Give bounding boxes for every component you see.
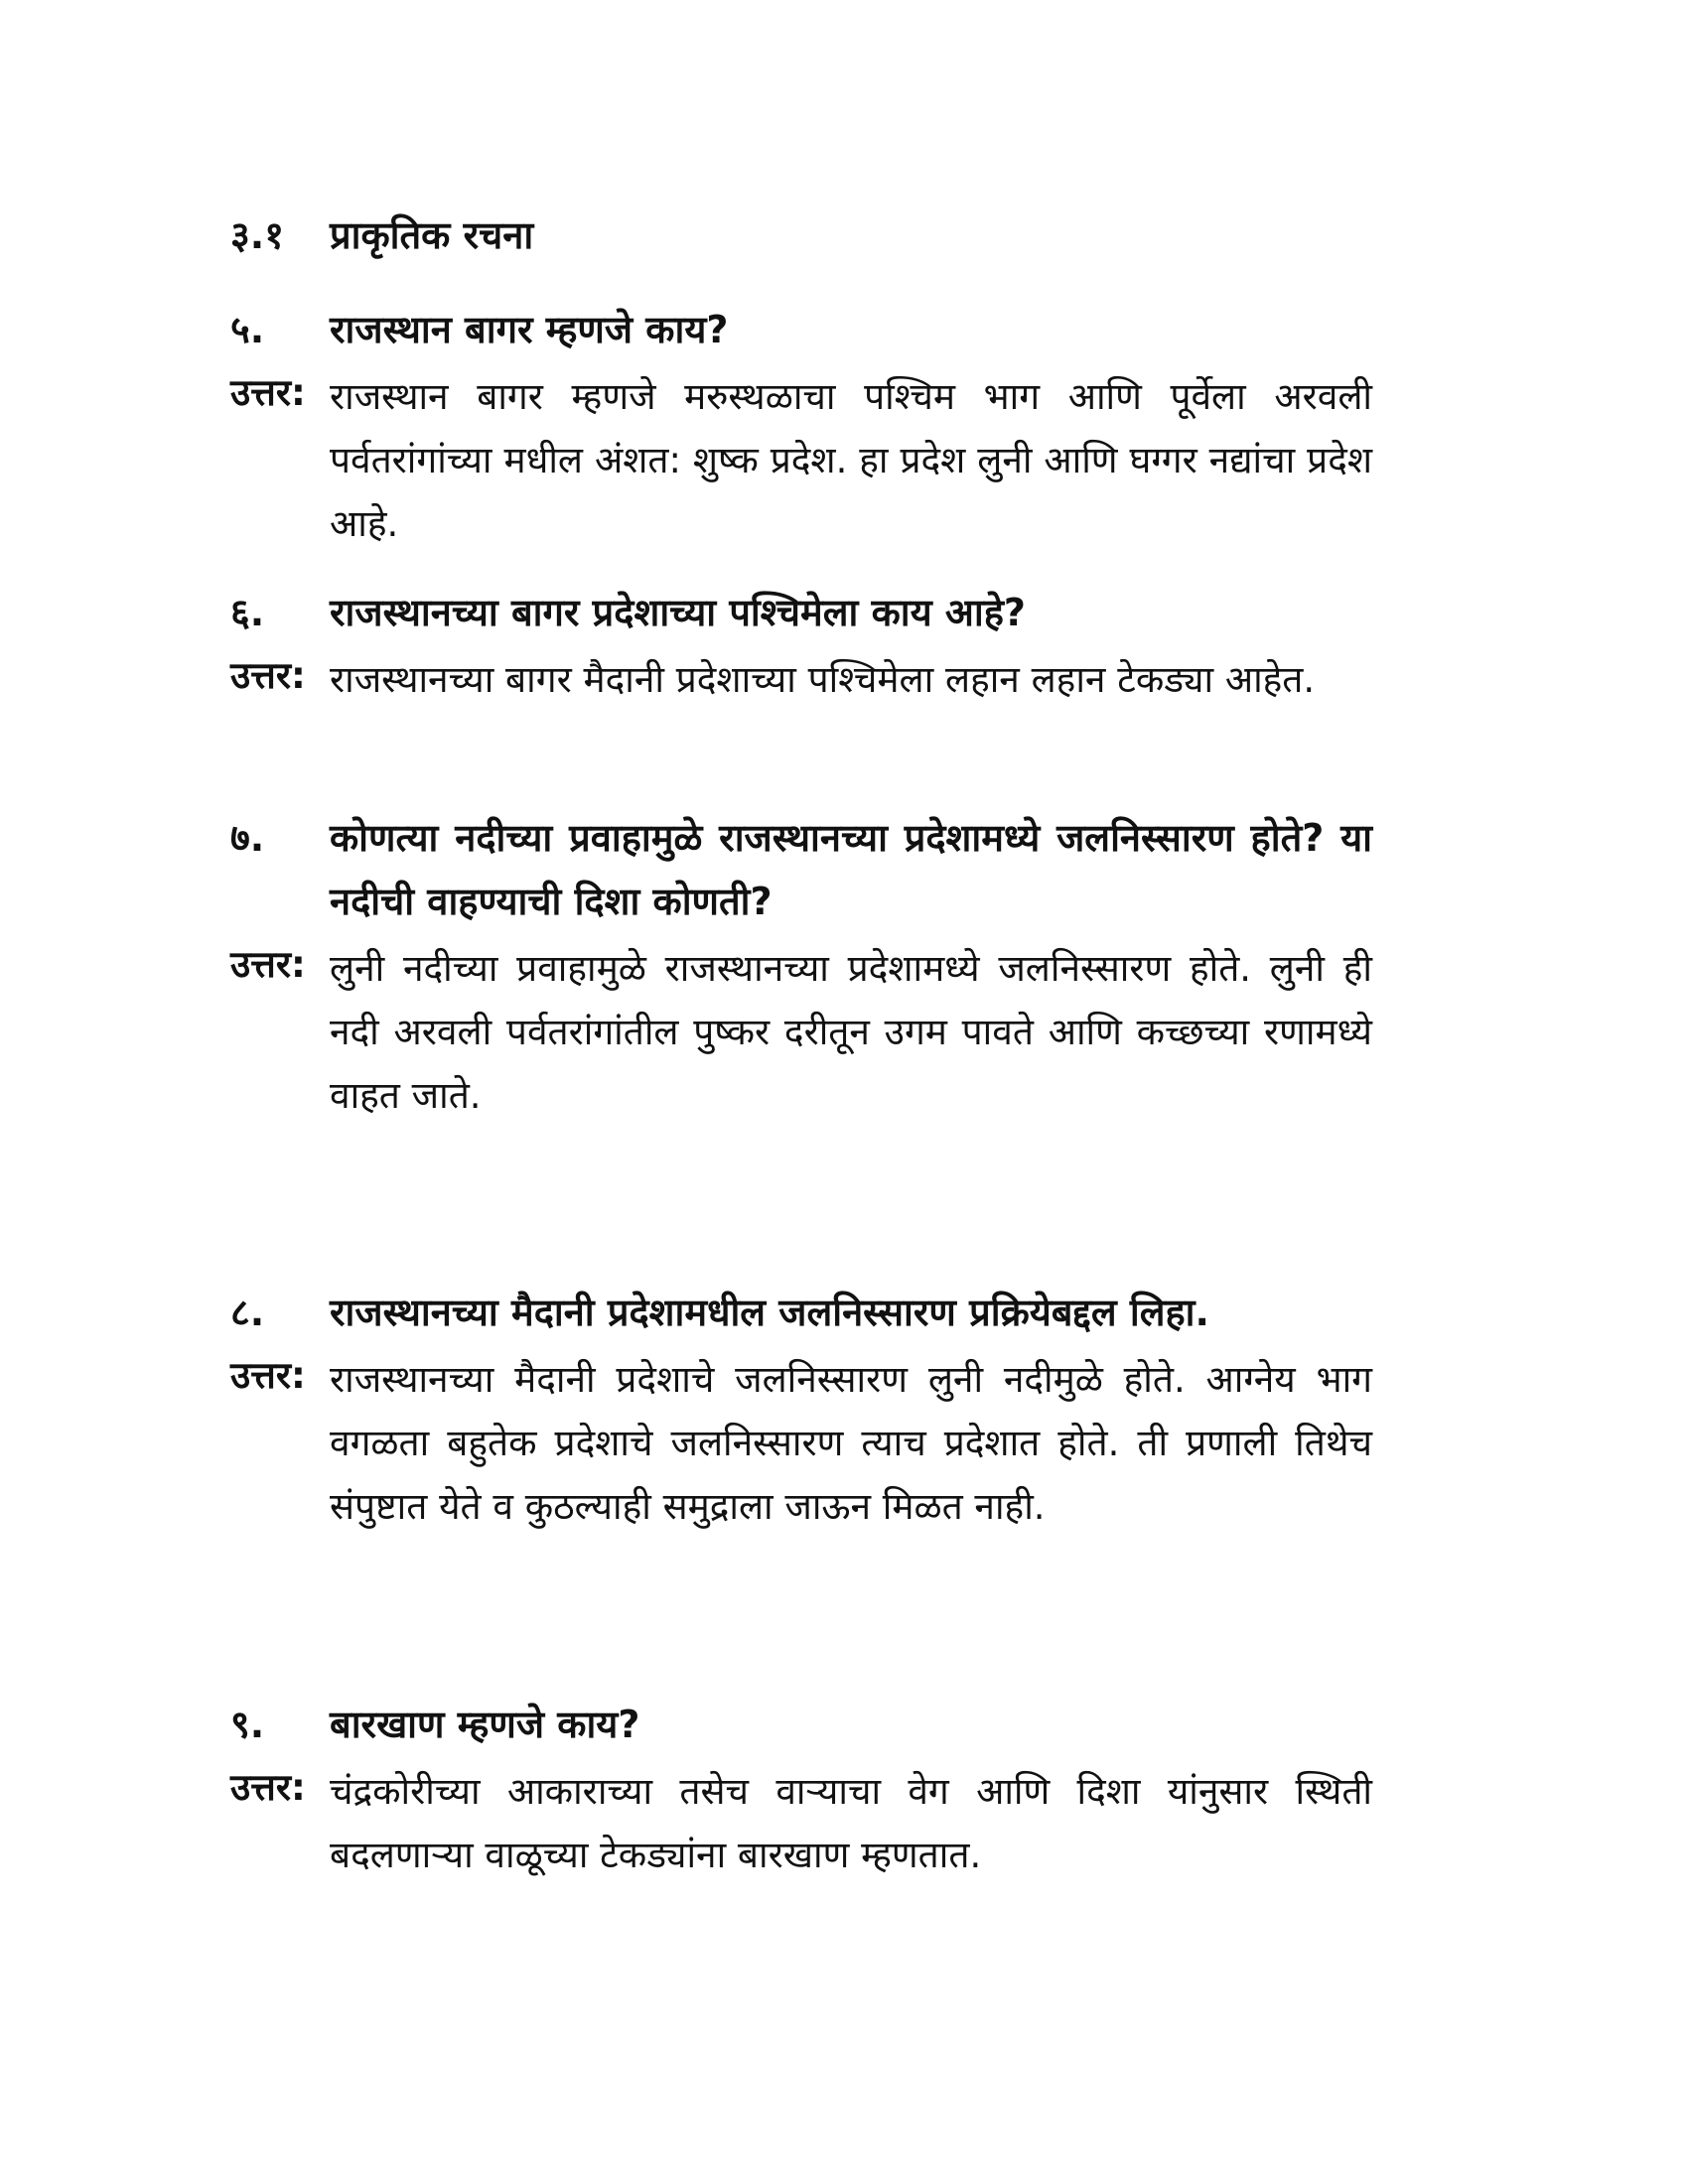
answer-label: उत्तर: <box>230 1766 306 1809</box>
answer-row <box>230 361 1372 556</box>
question-row <box>230 581 1372 644</box>
question-row <box>230 1693 1372 1756</box>
answer-row <box>230 1756 1372 1887</box>
section-heading <box>230 208 533 260</box>
section-title: प्राकृतिक रचना <box>330 213 534 257</box>
answer-text: राजस्थान बागर म्हणजे मरुस्थळाचा पश्चिम भाग आणि पूर्वेला अरवली पर्वतरांगांच्या मधील अंशत: शुष्क प्रदेश. हा प्रदेश लुनी आणि घग्गर नद्यांचा प्रदेश आहे. <box>330 375 1372 545</box>
answer-text: राजस्थानच्या बागर मैदानी प्रदेशाच्या पश्चिमेला लहान लहान टेकड्या आहेत. <box>330 658 1316 701</box>
question-row <box>230 298 1372 361</box>
answer-label: उत्तर: <box>230 654 306 697</box>
question-text: बारखाण म्हणजे काय? <box>330 1703 640 1746</box>
answer-text: लुनी नदीच्या प्रवाहामुळे राजस्थानच्या प्रदेशामध्ये जलनिस्सारण होते. लुनी ही नदी अरवली पर्वतरांगांतील पुष्कर दरीतून उगम पावते आणि कच्छच्या रणामध्ये वाहत जाते. <box>330 947 1372 1117</box>
question-number: ६. <box>230 591 265 634</box>
section-number: ३.१ <box>230 213 284 257</box>
answer-label: उत्तर: <box>230 371 306 414</box>
answer-text: चंद्रकोरीच्या आकाराच्या तसेच वाऱ्याचा वेग आणि दिशा यांनुसार स्थिती बदलणाऱ्या वाळूच्या टेकड्यांना बारखाण म्हणतात. <box>330 1770 1372 1876</box>
question-answer-block <box>230 298 1372 556</box>
question-text: राजस्थानच्या मैदानी प्रदेशामधील जलनिस्सारण प्रक्रियेबद्दल लिहा. <box>330 1291 1209 1334</box>
answer-row <box>230 1344 1372 1539</box>
question-number: ५. <box>230 308 265 351</box>
question-text: राजस्थान बागर म्हणजे काय? <box>330 308 729 351</box>
question-number: ७. <box>230 816 265 860</box>
question-answer-block <box>230 581 1372 712</box>
answer-label: उत्तर: <box>230 1354 306 1397</box>
question-number: ८. <box>230 1291 265 1334</box>
question-row <box>230 1281 1372 1344</box>
question-text: राजस्थानच्या बागर प्रदेशाच्या पश्चिमेला काय आहे? <box>330 591 1026 634</box>
question-row <box>230 806 1372 933</box>
answer-row <box>230 933 1372 1128</box>
answer-row <box>230 644 1372 712</box>
question-answer-block <box>230 1281 1372 1539</box>
question-text: कोणत्या नदीच्या प्रवाहामुळे राजस्थानच्या प्रदेशामध्ये जलनिस्सारण होते? या नदीची वाहण्याची दिशा कोणती? <box>330 816 1372 923</box>
answer-text: राजस्थानच्या मैदानी प्रदेशाचे जलनिस्सारण लुनी नदीमुळे होते. आग्नेय भाग वगळता बहुतेक प्रदेशाचे जलनिस्सारण त्याच प्रदेशात होते. ती प्रणाली तिथेच संपुष्टात येते व कुठल्याही समुद्राला जाऊन मिळत नाही. <box>330 1358 1372 1528</box>
question-answer-block <box>230 1693 1372 1887</box>
answer-label: उत्तर: <box>230 943 306 986</box>
question-number: ९. <box>230 1703 265 1746</box>
question-answer-block <box>230 806 1372 1128</box>
